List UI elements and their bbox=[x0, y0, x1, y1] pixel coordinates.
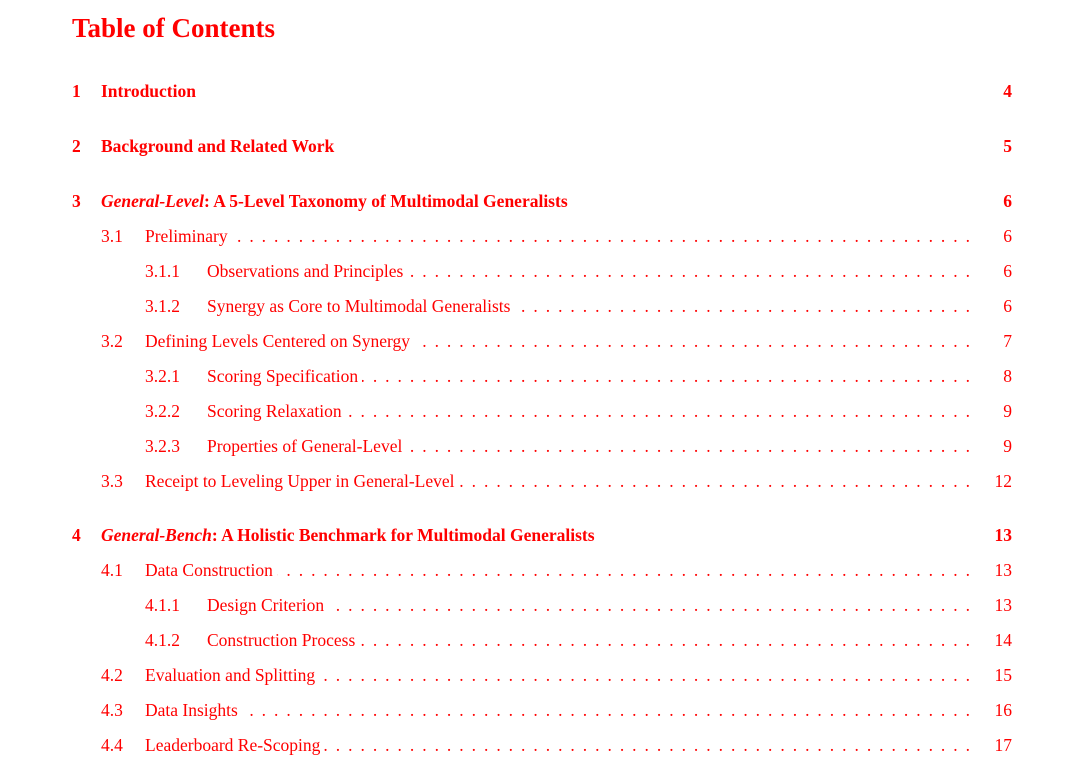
toc-entry-4-1-2[interactable] bbox=[0, 628, 1080, 652]
leader-dots bbox=[145, 698, 970, 722]
subsubsection-title[interactable]: Scoring Relaxation bbox=[207, 399, 346, 423]
subsubsection-number: 3.2.3 bbox=[145, 436, 180, 456]
page-number[interactable]: 4 bbox=[1003, 81, 1012, 101]
page-number[interactable]: 13 bbox=[994, 595, 1012, 615]
subsection-title[interactable]: Evaluation and Splitting bbox=[145, 663, 319, 687]
page-number[interactable]: 6 bbox=[1003, 261, 1012, 281]
subsection-number: 4.2 bbox=[101, 665, 123, 685]
subsubsection-title[interactable]: Observations and Principles bbox=[207, 259, 407, 283]
section-title[interactable]: Introduction bbox=[101, 79, 200, 103]
subsection-number: 3.1 bbox=[101, 226, 123, 246]
toc-entry-4-4[interactable] bbox=[0, 733, 1080, 757]
subsubsection-number: 4.1.2 bbox=[145, 630, 180, 650]
page-number[interactable]: 8 bbox=[1003, 366, 1012, 386]
leader-dots bbox=[145, 224, 970, 248]
subsubsection-title[interactable]: Construction Process bbox=[207, 628, 359, 652]
subsubsection-title[interactable]: Properties of General-Level bbox=[207, 434, 406, 458]
toc-entry-4-3[interactable] bbox=[0, 698, 1080, 722]
toc-entry-3-1-1[interactable] bbox=[0, 259, 1080, 283]
toc-entry-3-1[interactable] bbox=[0, 224, 1080, 248]
subsection-title[interactable]: Data Construction bbox=[145, 558, 277, 582]
toc-entry-4-2[interactable] bbox=[0, 663, 1080, 687]
page-number[interactable]: 16 bbox=[994, 700, 1012, 720]
section-title-rest: : A Holistic Benchmark for Multimodal Generalists bbox=[211, 525, 595, 545]
section-title[interactable] bbox=[101, 189, 572, 213]
page-number[interactable]: 9 bbox=[1003, 436, 1012, 456]
toc-title: Table of Contents bbox=[72, 13, 276, 43]
subsubsection-title[interactable]: Design Criterion bbox=[207, 593, 328, 617]
page-number[interactable]: 13 bbox=[994, 525, 1012, 545]
page-number[interactable]: 6 bbox=[1003, 296, 1012, 316]
subsubsection-number: 3.1.2 bbox=[145, 296, 180, 316]
page-number[interactable]: 6 bbox=[1003, 226, 1012, 246]
section-title-italic: General-Level bbox=[101, 191, 205, 211]
subsection-number: 4.4 bbox=[101, 735, 123, 755]
section-number: 1 bbox=[72, 81, 81, 101]
toc-entry-3[interactable] bbox=[0, 189, 1080, 213]
toc-entry-3-2-3[interactable] bbox=[0, 434, 1080, 458]
page-number[interactable]: 14 bbox=[994, 630, 1012, 650]
toc-entry-2[interactable] bbox=[0, 134, 1080, 158]
subsection-number: 4.1 bbox=[101, 560, 123, 580]
subsection-title[interactable]: Defining Levels Centered on Synergy bbox=[145, 329, 414, 353]
subsection-number: 4.3 bbox=[101, 700, 123, 720]
page-number[interactable]: 13 bbox=[994, 560, 1012, 580]
section-number: 2 bbox=[72, 136, 81, 156]
toc-entry-4[interactable] bbox=[0, 523, 1080, 547]
subsubsection-number: 3.2.2 bbox=[145, 401, 180, 421]
subsection-number: 3.2 bbox=[101, 331, 123, 351]
page-number[interactable]: 9 bbox=[1003, 401, 1012, 421]
section-title-italic: General-Bench bbox=[101, 525, 212, 545]
subsection-title[interactable]: Preliminary bbox=[145, 224, 232, 248]
subsubsection-number: 3.2.1 bbox=[145, 366, 180, 386]
subsection-title[interactable]: Leaderboard Re-Scoping bbox=[145, 733, 324, 757]
page-number[interactable]: 15 bbox=[994, 665, 1012, 685]
toc-entry-4-1[interactable] bbox=[0, 558, 1080, 582]
subsubsection-title[interactable]: Synergy as Core to Multimodal Generalists bbox=[207, 294, 514, 318]
section-title[interactable] bbox=[101, 523, 599, 547]
toc-entry-3-2-2[interactable] bbox=[0, 399, 1080, 423]
subsubsection-number: 4.1.1 bbox=[145, 595, 180, 615]
subsection-title[interactable]: Receipt to Leveling Upper in General-Level bbox=[145, 469, 459, 493]
subsubsection-number: 3.1.1 bbox=[145, 261, 180, 281]
page-number[interactable]: 6 bbox=[1003, 191, 1012, 211]
toc-entry-4-1-1[interactable] bbox=[0, 593, 1080, 617]
section-number: 4 bbox=[72, 525, 81, 545]
subsection-title[interactable]: Data Insights bbox=[145, 698, 242, 722]
page-number[interactable]: 17 bbox=[994, 735, 1012, 755]
toc-entry-1[interactable] bbox=[0, 79, 1080, 103]
page-number[interactable]: 5 bbox=[1003, 136, 1012, 156]
section-title[interactable]: Background and Related Work bbox=[101, 134, 338, 158]
subsubsection-title[interactable]: Scoring Specification bbox=[207, 364, 362, 388]
section-number: 3 bbox=[72, 191, 81, 211]
subsection-number: 3.3 bbox=[101, 471, 123, 491]
toc-entry-3-3[interactable] bbox=[0, 469, 1080, 493]
section-title-rest: : A 5-Level Taxonomy of Multimodal Generalists bbox=[204, 191, 568, 211]
page-number[interactable]: 7 bbox=[1003, 331, 1012, 351]
toc-entry-3-2[interactable] bbox=[0, 329, 1080, 353]
toc-entry-3-1-2[interactable] bbox=[0, 294, 1080, 318]
toc-entry-3-2-1[interactable] bbox=[0, 364, 1080, 388]
page-number[interactable]: 12 bbox=[994, 471, 1012, 491]
